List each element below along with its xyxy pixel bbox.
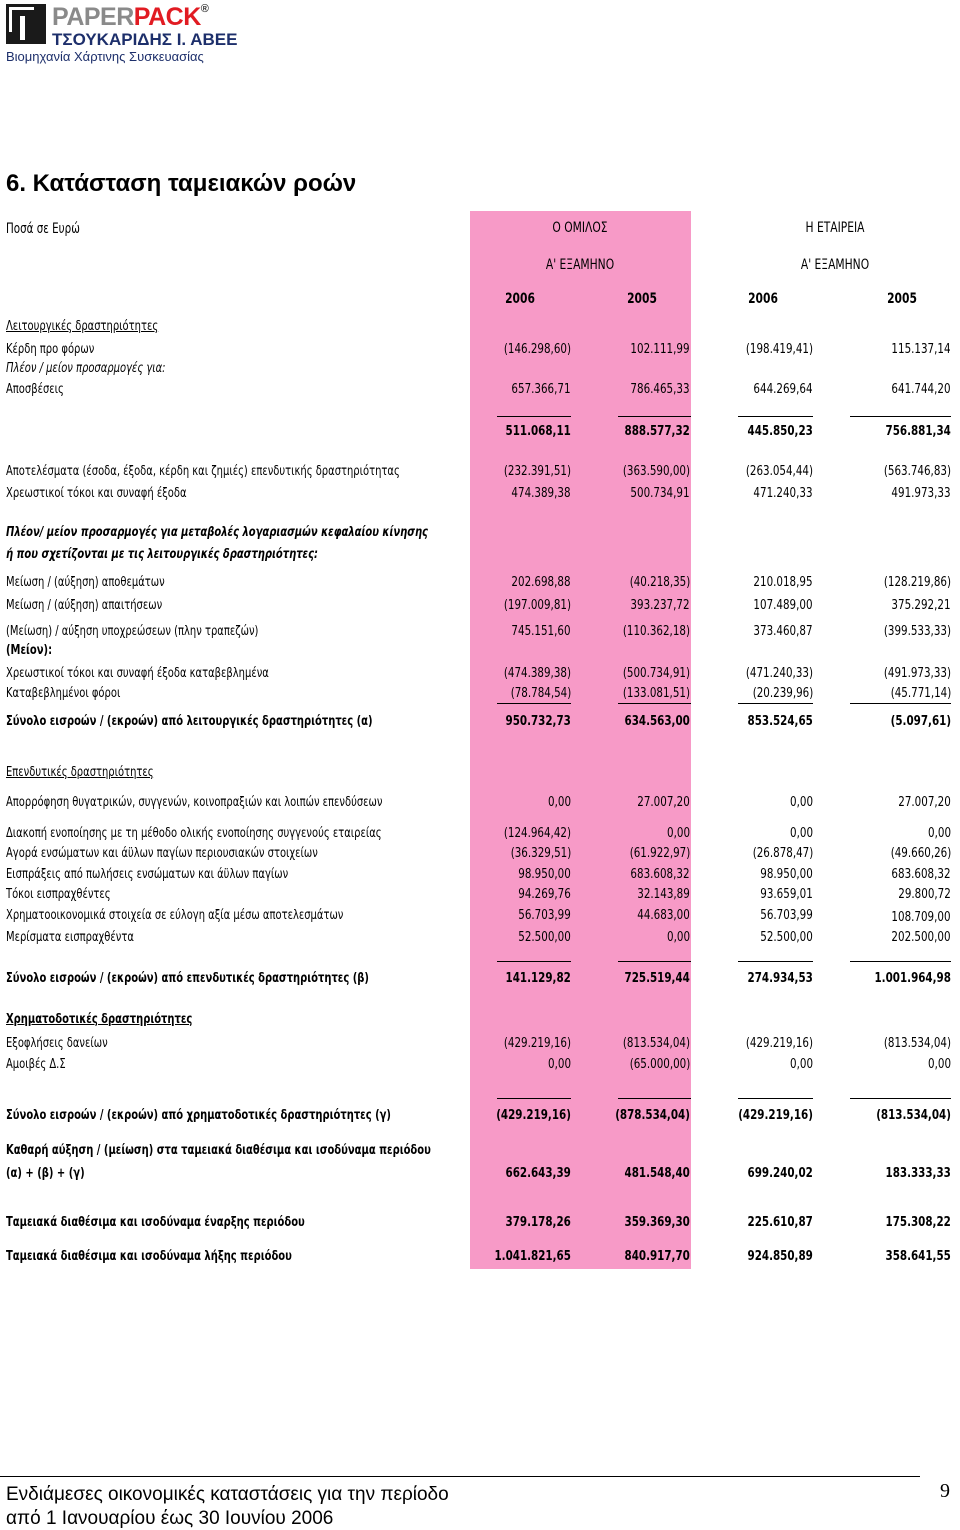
value-cell: (40.218,35) [629,574,690,590]
group-header: Ο ΟΜΙΛΟΣ [552,220,608,236]
footer-line-2: από 1 Ιανουαρίου έως 30 Ιουνίου 2006 [6,1508,334,1529]
subtotal-rule [738,961,813,962]
row-label: ή που σχετίζονται με τις λειτουργικές δραστηριότητες: [6,546,318,562]
row-label: Καθαρή αύξηση / (μείωση) στα ταμειακά διαθέσιμα και ισοδύναμα περιόδου [6,1142,431,1158]
total-cell: (429.219,16) [496,1107,571,1123]
company-period: Α' ΕΞΑΜΗΝΟ [800,257,870,273]
value-cell: 500.734,91 [630,485,690,501]
value-cell: (110.362,18) [622,623,690,639]
value-cell: 44.683,00 [637,907,690,923]
value-cell: 98.950,00 [760,866,813,882]
value-cell: (36.329,51) [510,845,571,861]
value-cell: 202.698,88 [511,574,571,590]
value-cell: (474.389,38) [503,665,571,681]
value-cell: 52.500,00 [518,929,571,945]
footer-divider [0,1476,920,1477]
value-cell: 683.608,32 [630,866,690,882]
value-cell: (232.391,51) [503,463,571,479]
subtotal-rule [850,961,951,962]
footer-line-1: Ενδιάμεσες οικονομικές καταστάσεις για την περίοδο [6,1484,449,1505]
value-cell: (399.533,33) [883,623,951,639]
row-label: Σύνολο εισροών / (εκροών) από λειτουργικές δραστηριότητες (α) [6,713,373,729]
company-header: Η ΕΤΑΙΡΕΙΑ [805,220,865,236]
row-label: Αγορά ενσώματων και άϋλων παγίων περιουσιακών στοιχείων [6,845,318,861]
value-cell: (197.009,81) [503,597,571,613]
row-label: Πλέον / μείον προσαρμογές για: [6,360,166,376]
total-cell: 175.308,22 [885,1214,951,1230]
value-cell: 0,00 [790,794,813,810]
subtotal-rule [850,1098,951,1099]
subtotal-rule [618,416,691,417]
value-cell: (429.219,16) [503,1035,571,1051]
row-label: Χρηματοοικονομικά στοιχεία σε εύλογη αξία μέσω αποτελεσμάτων [6,907,344,923]
total-cell: 359.369,30 [624,1214,690,1230]
row-label: Μερίσματα εισπραχθέντα [6,929,134,945]
row-label: Πλέον/ μείον προσαρμογές για μεταβολές λογαριασμών κεφαλαίου κίνησης [6,524,428,540]
row-label: (Μείον): [6,642,53,658]
row-label: Σύνολο εισροών / (εκροών) από χρηματοδοτικές δραστηριότητες (γ) [6,1107,391,1123]
value-cell: (491.973,33) [883,665,951,681]
page-title: 6. Κατάσταση ταμειακών ροών [6,170,357,197]
row-label: (α) + (β) + (γ) [6,1165,85,1181]
value-cell: 375.292,21 [891,597,951,613]
subtotal-rule [618,961,691,962]
value-cell: 93.659,01 [760,886,813,902]
subtotal-rule [497,703,571,704]
value-cell: 491.973,33 [891,485,951,501]
value-cell: 98.950,00 [518,866,571,882]
value-cell: 115.137,14 [891,341,951,357]
subtotal-rule [738,416,813,417]
row-label: Σύνολο εισροών / (εκροών) από επενδυτικές δραστηριότητες (β) [6,970,369,986]
row-label: Ταμειακά διαθέσιμα και ισοδύναμα έναρξης περιόδου [6,1214,305,1230]
row-label: Εισπράξεις από πωλήσεις ενσώματων και άϋλων παγίων [6,866,289,882]
value-cell: 471.240,33 [753,485,813,501]
subtotal-rule [738,1098,813,1099]
row-label: Κέρδη προ φόρων [6,341,95,357]
value-cell: 0,00 [928,1056,951,1072]
value-cell: 27.007,20 [898,794,951,810]
value-cell: (813.534,04) [883,1035,951,1051]
value-cell: (429.219,16) [745,1035,813,1051]
subtotal-rule [738,703,813,704]
company-tagline: Βιομηχανία Χάρτινης Συσκευασίας [6,49,204,64]
value-cell: 644.269,64 [753,381,813,397]
year-header: 2005 [887,291,917,307]
subtotal-cell: 888.577,32 [624,423,690,439]
value-cell: 373.460,87 [753,623,813,639]
total-cell: 379.178,26 [505,1214,571,1230]
value-cell: (198.419,41) [745,341,813,357]
value-cell: 0,00 [928,825,951,841]
row-label: Απορρόφηση θυγατρικών, συγγενών, κοινοπραξιών και λοιπών επενδύσεων [6,794,383,810]
subtotal-rule [850,416,951,417]
row-label: Χρηματοδοτικές δραστηριότητες [6,1011,193,1027]
value-cell: (26.878,47) [752,845,813,861]
total-cell: 699.240,02 [747,1165,813,1181]
value-cell: 393.237,72 [630,597,690,613]
row-label: Μείωση / (αύξηση) απαιτήσεων [6,597,163,613]
total-cell: 840.917,70 [624,1248,690,1264]
subtotal-rule [618,1098,691,1099]
value-cell: 56.703,99 [760,907,813,923]
total-cell: 924.850,89 [747,1248,813,1264]
value-cell: 0,00 [548,794,571,810]
total-cell: 853.524,65 [747,713,813,729]
value-cell: 52.500,00 [760,929,813,945]
row-label: Αμοιβές Δ.Σ [6,1056,66,1072]
value-cell: 107.489,00 [753,597,813,613]
total-cell: 1.041.821,65 [494,1248,571,1264]
subtotal-rule [497,1098,571,1099]
value-cell: (61.922,97) [629,845,690,861]
value-cell: 94.269,76 [518,886,571,902]
value-cell: (128.219,86) [883,574,951,590]
value-cell: 27.007,20 [637,794,690,810]
year-header: 2006 [748,291,778,307]
value-cell: (20.239,96) [752,685,813,701]
year-header: 2006 [505,291,535,307]
value-cell: (49.660,26) [890,845,951,861]
row-label: Αποτελέσματα (έσοδα, έξοδα, κέρδη και ζημιές) επενδυτικής δραστηριότητας [6,463,400,479]
company-name: ΤΣΟΥΚΑΡΙΔΗΣ Ι. ΑΒΕΕ [52,30,238,49]
row-label: (Μείωση) / αύξηση υποχρεώσεων (πλην τραπεζών) [6,623,259,639]
row-label: Μείωση / (αύξηση) αποθεμάτων [6,574,165,590]
row-label: Λειτουργικές δραστηριότητες [6,318,159,334]
amounts-label: Ποσά σε Ευρώ [6,221,80,237]
value-cell: (133.081,51) [622,685,690,701]
value-cell: (363.590,00) [622,463,690,479]
total-cell: 725.519,44 [624,970,690,986]
brand-name: PAPERPACK® [52,3,209,31]
value-cell: (124.964,42) [503,825,571,841]
total-cell: 950.732,73 [505,713,571,729]
value-cell: 108.709,00 [891,909,951,925]
value-cell: (563.746,83) [883,463,951,479]
row-label: Αποσβέσεις [6,381,64,397]
row-label: Διακοπή ενοποίησης με τη μέθοδο ολικής ενοποίησης συγγενούς εταιρείας [6,825,382,841]
subtotal-cell: 511.068,11 [505,423,571,439]
total-cell: 141.129,82 [505,970,571,986]
subtotal-rule [618,703,691,704]
row-label: Καταβεβλημένοι φόροι [6,685,121,701]
total-cell: (813.534,04) [876,1107,951,1123]
value-cell: 474.389,38 [511,485,571,501]
value-cell: (500.734,91) [622,665,690,681]
value-cell: 657.366,71 [511,381,571,397]
row-label: Τόκοι εισπραχθέντες [6,886,111,902]
value-cell: 745.151,60 [511,623,571,639]
value-cell: 0,00 [667,929,690,945]
total-cell: 662.643,39 [505,1165,571,1181]
row-label: Χρεωστικοί τόκοι και συναφή έξοδα καταβεβλημένα [6,665,269,681]
value-cell: 29.800,72 [898,886,951,902]
row-label: Χρεωστικοί τόκοι και συναφή έξοδα [6,485,187,501]
subtotal-rule [497,961,571,962]
group-period: Α' ΕΞΑΜΗΝΟ [545,257,615,273]
value-cell: 210.018,95 [753,574,813,590]
value-cell: (471.240,33) [745,665,813,681]
total-cell: 634.563,00 [624,713,690,729]
total-cell: 481.548,40 [624,1165,690,1181]
row-label: Επενδυτικές δραστηριότητες [6,764,154,780]
value-cell: 683.608,32 [891,866,951,882]
value-cell: (65.000,00) [629,1056,690,1072]
subtotal-cell: 445.850,23 [747,423,813,439]
subtotal-cell: 756.881,34 [885,423,951,439]
value-cell: 786.465,33 [630,381,690,397]
value-cell: 56.703,99 [518,907,571,923]
total-cell: 225.610,87 [747,1214,813,1230]
total-cell: 274.934,53 [747,970,813,986]
value-cell: (813.534,04) [622,1035,690,1051]
value-cell: 641.744,20 [891,381,951,397]
value-cell: (78.784,54) [510,685,571,701]
value-cell: (45.771,14) [890,685,951,701]
value-cell: 202.500,00 [891,929,951,945]
value-cell: (146.298,60) [503,341,571,357]
value-cell: 32.143,89 [637,886,690,902]
value-cell: (263.054,44) [745,463,813,479]
year-header: 2005 [627,291,657,307]
value-cell: 0,00 [548,1056,571,1072]
company-logo-icon [6,4,46,44]
subtotal-rule [497,416,571,417]
row-label: Εξοφλήσεις δανείων [6,1035,108,1051]
value-cell: 0,00 [667,825,690,841]
value-cell: 0,00 [790,825,813,841]
value-cell: 102.111,99 [630,341,690,357]
page-number: 9 [940,1480,950,1502]
total-cell: 358.641,55 [885,1248,951,1264]
total-cell: (878.534,04) [615,1107,690,1123]
total-cell: (5.097,61) [890,713,951,729]
total-cell: 183.333,33 [885,1165,951,1181]
subtotal-rule [850,703,951,704]
total-cell: 1.001.964,98 [874,970,951,986]
value-cell: 0,00 [790,1056,813,1072]
row-label: Ταμειακά διαθέσιμα και ισοδύναμα λήξης περιόδου [6,1248,292,1264]
total-cell: (429.219,16) [738,1107,813,1123]
